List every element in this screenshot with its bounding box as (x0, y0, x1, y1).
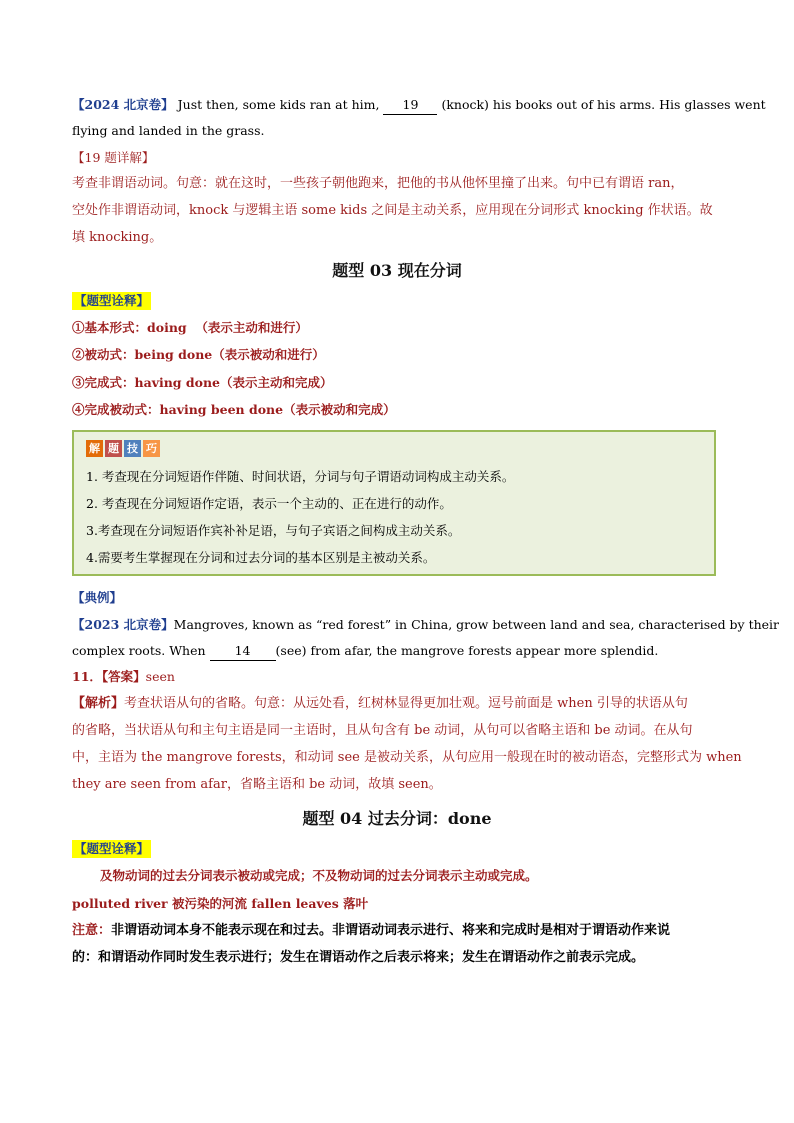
form-4-form: having been done (159, 402, 284, 417)
analysis-line2: 的省略，当状语从句和主句主语是同一主语时，且从句含有 be 动词，从句可以省略主语和 be 动词。在从句 (72, 723, 693, 738)
tips-badge-char-2: 题 (105, 440, 122, 457)
form-1-label: ①基本形式： (72, 320, 148, 335)
example-line2-text-b: (see) from afar, the mangrove forests appear more splendid. (275, 643, 659, 658)
source-2024: 【2024 北京卷】 (72, 97, 174, 112)
form-1 (72, 319, 308, 337)
tip-1: 1. 考查现在分词短语作伴随、时间状语，分词与句子谓语动词构成主动关系。 (86, 469, 515, 484)
form-2-label: ②被动式： (72, 347, 135, 362)
section-04-heading: 题型 04 过去分词：done (302, 809, 492, 828)
tips-badge-char-1: 解 (86, 440, 103, 457)
analysis-tag: 【解析】 (72, 696, 125, 711)
analysis-line1 (72, 695, 688, 713)
tips-badge-char-4: 巧 (143, 440, 160, 457)
detail-line3: 填 knocking。 (72, 230, 163, 245)
detail-title: 【19 题详解】 (72, 150, 155, 165)
form-3-form: having done (134, 375, 221, 390)
note-line1-text: 非谓语动词本身不能表示现在和过去。非谓语动词表示进行、将来和完成时是相对于谓语动作来说 (111, 923, 671, 938)
example-line2 (72, 642, 658, 661)
section-04-rule: 及物动词的过去分词表示被动或完成；不及物动词的过去分词表示主动或完成。 (100, 868, 538, 883)
example-tag: 【典例】 (72, 590, 123, 605)
form-3-label: ③完成式： (72, 375, 135, 390)
form-2-form: being done (134, 347, 213, 362)
section-03-heading: 题型 03 现在分词 (332, 261, 462, 280)
form-4 (72, 401, 396, 419)
tips-box (72, 430, 716, 576)
form-3-note: （表示主动和完成） (220, 375, 333, 390)
example-line1 (72, 616, 779, 634)
blank-14: 14 (210, 642, 276, 661)
question-2024-line2: flying and landed in the grass. (72, 123, 265, 138)
example-line1-text: Mangroves, known as “red forest” in China, grow between land and sea, characterised by their (173, 617, 780, 632)
question-2024-line1 (72, 96, 766, 115)
form-2 (72, 346, 325, 364)
answer-tag: 【答案】 (101, 669, 146, 684)
tip-3: 3.考查现在分词短语作宾补补足语，与句子宾语之间构成主动关系。 (86, 523, 461, 538)
section-04-tag: 【题型诠释】 (74, 841, 150, 856)
question-2024-text-a: Just then, some kids ran at him, (177, 97, 384, 112)
analysis-line4: they are seen from afar，省略主语和 be 动词，故填 seen。 (72, 777, 442, 792)
form-4-note: （表示被动和完成） (283, 402, 396, 417)
tips-badge (86, 440, 160, 457)
analysis-line1-text: 考查状语从句的省略。句意：从远处看，红树林显得更加壮观。逗号前面是 when 引导的状语从句 (124, 696, 688, 711)
answer-value: seen (145, 669, 175, 684)
note-label: 注意： (72, 923, 112, 938)
source-2023: 【2023 北京卷】 (72, 617, 174, 632)
form-4-label: ④完成被动式： (72, 402, 160, 417)
tip-2: 2. 考查现在分词短语作定语，表示一个主动的、正在进行的动作。 (86, 496, 452, 511)
blank-19: 19 (383, 96, 437, 115)
form-3 (72, 374, 333, 392)
detail-line2: 空处作非谓语动词，knock 与逻辑主语 some kids 之间是主动关系，应用现在分词形式 knocking 作状语。故 (72, 203, 713, 218)
answer-line (72, 668, 175, 686)
answer-number: 11． (72, 669, 102, 684)
form-1-form: doing (147, 320, 187, 335)
question-2024-text-b: (knock) his books out of his arms. His glasses went (437, 97, 766, 112)
form-1-note: （表示主动和进行） (195, 320, 308, 335)
analysis-line3: 中，主语为 the mangrove forests，和动词 see 是被动关系，从句应用一般现在时的被动语态，完整形式为 when (72, 750, 742, 765)
tips-badge-char-3: 技 (124, 440, 141, 457)
section-03-tag: 【题型诠释】 (74, 293, 150, 308)
detail-line1: 考查非谓语动词。句意：就在这时，一些孩子朝他跑来，把他的书从他怀里撞了出来。句中已有谓语 ran， (72, 176, 684, 191)
form-2-note: （表示被动和进行） (212, 347, 325, 362)
note-line1 (72, 922, 670, 940)
tip-4: 4.需要考生掌握现在分词和过去分词的基本区别是主被动关系。 (86, 550, 436, 565)
example-line2-text-a: complex roots. When (72, 643, 210, 658)
note-line2: 的：和谓语动作同时发生表示进行；发生在谓语动作之后表示将来；发生在谓语动作之前表示完成。 (72, 950, 645, 965)
section-04-examples: polluted river 被污染的河流 fallen leaves 落叶 (72, 896, 369, 911)
